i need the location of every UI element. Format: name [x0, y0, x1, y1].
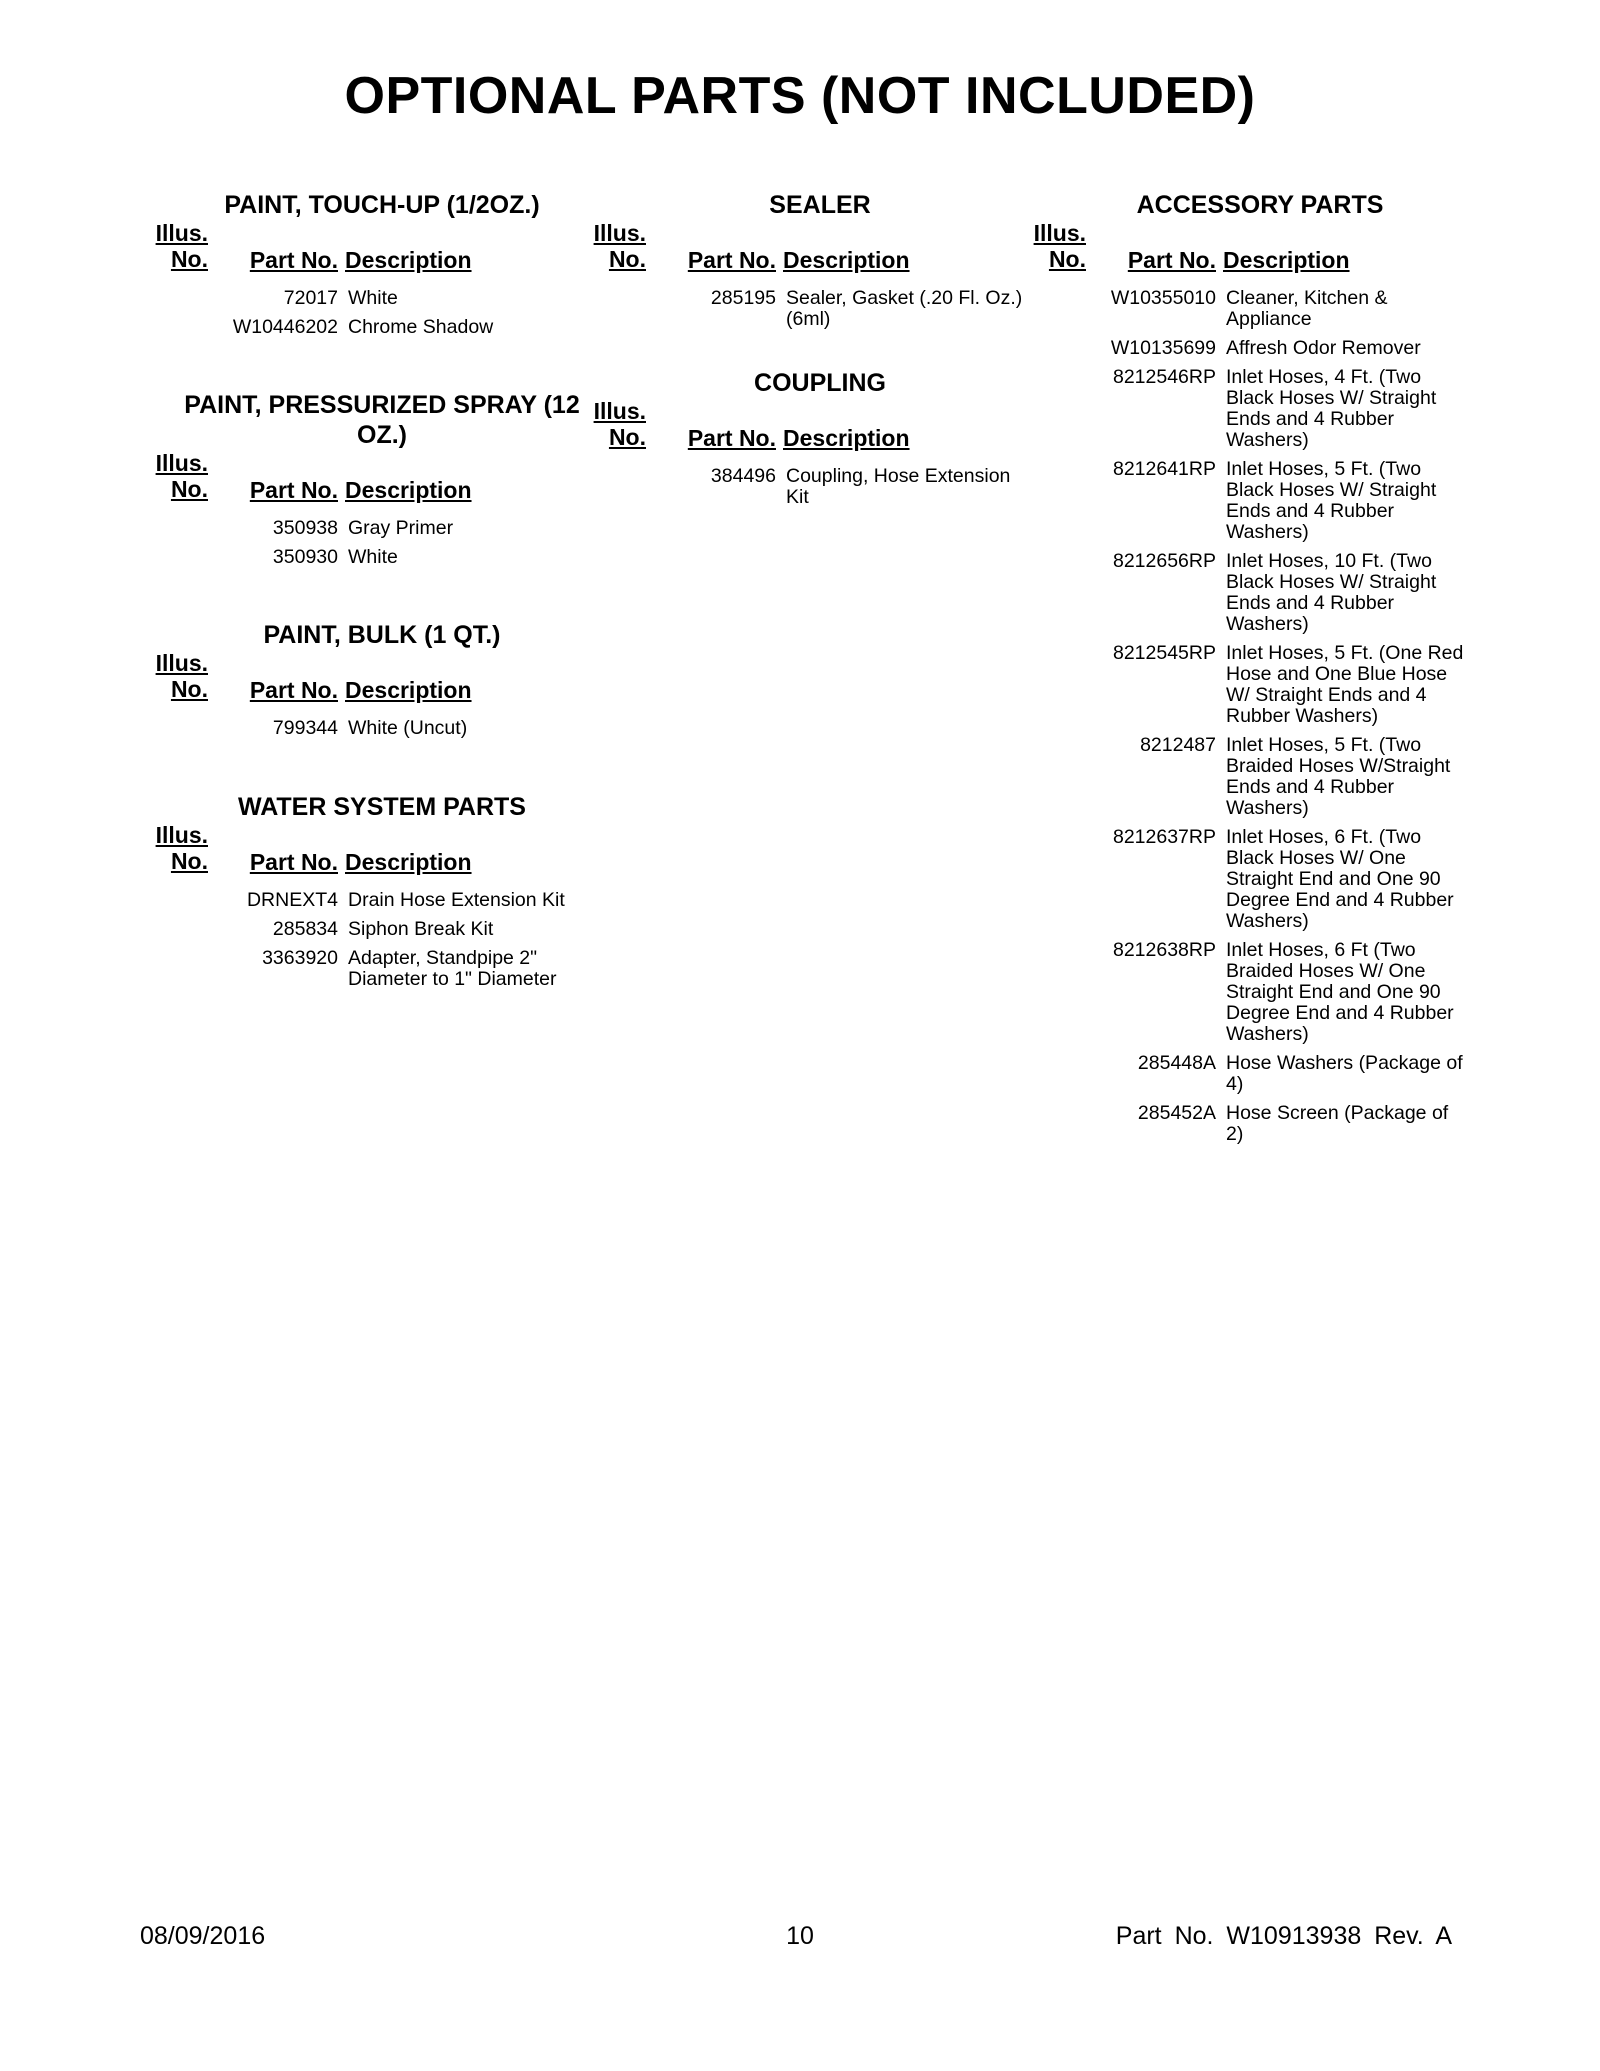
parts-list — [590, 466, 1030, 508]
part-number: 285195 — [710, 287, 776, 309]
illus-header: Illus. — [593, 220, 646, 246]
description-header: Description — [783, 425, 910, 451]
illus-no-header: No. — [170, 848, 208, 874]
section-coupling — [590, 368, 1030, 516]
parts-list — [590, 288, 1030, 330]
part-row — [152, 317, 592, 338]
part-number: 285452A — [1137, 1102, 1216, 1124]
part-row — [152, 518, 592, 539]
part-row — [152, 919, 592, 940]
part-number: 8212546RP — [1112, 366, 1216, 388]
part-row — [590, 288, 1030, 330]
part-row — [1030, 551, 1470, 635]
part-description: Inlet Hoses, 6 Ft (Two Braided Hoses W/ One Straight End and One 90 Degree End and 4 Rubber Washers) — [1226, 939, 1454, 1045]
part-row — [1030, 827, 1470, 932]
description-header: Description — [783, 247, 910, 273]
part-row — [152, 547, 592, 568]
part-description: White — [348, 546, 398, 568]
part-description: Inlet Hoses, 10 Ft. (Two Black Hoses W/ Straight Ends and 4 Rubber Washers) — [1226, 550, 1437, 635]
part-number: 72017 — [283, 287, 338, 309]
part-no-header: Part No. — [687, 247, 776, 273]
part-no-header: Part No. — [687, 425, 776, 451]
column-headers — [152, 650, 592, 704]
column-headers — [1030, 220, 1470, 274]
section-accessory-parts — [1030, 190, 1470, 1153]
column-headers — [152, 822, 592, 876]
part-row — [1030, 643, 1470, 727]
part-no-header: Part No. — [249, 677, 338, 703]
part-number: 8212487 — [1140, 734, 1216, 756]
section-title: SEALER — [769, 191, 871, 219]
part-description: Coupling, Hose Extension Kit — [786, 465, 1011, 508]
section-title: WATER SYSTEM PARTS — [238, 793, 526, 821]
part-number: 8212656RP — [1112, 550, 1216, 572]
illus-no-header: No. — [170, 676, 208, 702]
section-title: COUPLING — [754, 369, 886, 397]
part-description: Inlet Hoses, 5 Ft. (Two Braided Hoses W/Straight Ends and 4 Rubber Washers) — [1226, 734, 1451, 819]
illus-no-header: No. — [1048, 246, 1086, 272]
part-row — [1030, 735, 1470, 819]
footer-date: 08/09/2016 — [140, 1922, 266, 1950]
illus-header: Illus. — [593, 398, 646, 424]
part-description: Adapter, Standpipe 2" Diameter to 1" Diameter — [348, 947, 557, 990]
illus-header: Illus. — [1033, 220, 1086, 246]
part-row — [1030, 940, 1470, 1045]
part-no-header: Part No. — [249, 477, 338, 503]
part-description: Cleaner, Kitchen & Appliance — [1226, 287, 1388, 330]
illus-no-header: No. — [170, 476, 208, 502]
part-no-header: Part No. — [1127, 247, 1216, 273]
part-no-header: Part No. — [249, 247, 338, 273]
parts-list — [152, 890, 592, 990]
section-title: PAINT, PRESSURIZED SPRAY (12 OZ.) — [184, 391, 580, 449]
section-title: PAINT, TOUCH-UP (1/2OZ.) — [224, 191, 540, 219]
illus-header: Illus. — [155, 220, 208, 246]
part-row — [152, 288, 592, 309]
part-number: 8212545RP — [1112, 642, 1216, 664]
part-description: Hose Screen (Package of 2) — [1226, 1102, 1449, 1145]
part-description: Affresh Odor Remover — [1226, 337, 1421, 359]
part-row — [590, 466, 1030, 508]
section-paint-pressurized-spray — [152, 390, 592, 576]
parts-list — [152, 288, 592, 338]
part-row — [1030, 1103, 1470, 1145]
parts-list — [152, 518, 592, 568]
part-description: White (Uncut) — [348, 717, 468, 739]
part-number: 350938 — [272, 517, 338, 539]
section-title: ACCESSORY PARTS — [1136, 191, 1384, 219]
part-description: White — [348, 287, 398, 309]
part-description: Sealer, Gasket (.20 Fl. Oz.) (6ml) — [786, 287, 1023, 330]
section-paint-bulk — [152, 620, 592, 747]
part-row — [1030, 459, 1470, 543]
part-number: 8212638RP — [1112, 939, 1216, 961]
part-row — [152, 718, 592, 739]
part-number: 350930 — [272, 546, 338, 568]
illus-no-header: No. — [608, 246, 646, 272]
footer-page-number: 10 — [786, 1922, 814, 1950]
part-row — [1030, 367, 1470, 451]
part-number: W10135699 — [1110, 337, 1216, 359]
section-water-system-parts — [152, 792, 592, 998]
parts-list — [152, 718, 592, 739]
section-sealer — [590, 190, 1030, 338]
part-description: Chrome Shadow — [348, 316, 494, 338]
part-number: 8212637RP — [1112, 826, 1216, 848]
column-headers — [590, 220, 1030, 274]
illus-header: Illus. — [155, 450, 208, 476]
part-description: Inlet Hoses, 6 Ft. (Two Black Hoses W/ One Straight End and One 90 Degree End and 4 Rubber Washers) — [1226, 826, 1454, 932]
part-number: 285448A — [1137, 1052, 1216, 1074]
part-row — [152, 948, 592, 990]
part-number: 285834 — [272, 918, 338, 940]
section-title: PAINT, BULK (1 QT.) — [263, 621, 501, 649]
column-headers — [152, 450, 592, 504]
part-row — [1030, 288, 1470, 330]
part-row — [1030, 1053, 1470, 1095]
description-header: Description — [345, 849, 472, 875]
illus-header: Illus. — [155, 822, 208, 848]
parts-list — [1030, 288, 1470, 1145]
description-header: Description — [345, 677, 472, 703]
description-header: Description — [345, 247, 472, 273]
illus-no-header: No. — [608, 424, 646, 450]
part-description: Inlet Hoses, 5 Ft. (Two Black Hoses W/ Straight Ends and 4 Rubber Washers) — [1226, 458, 1437, 543]
part-description: Inlet Hoses, 5 Ft. (One Red Hose and One Blue Hose W/ Straight Ends and 4 Rubber Washers) — [1226, 642, 1464, 727]
part-number: W10446202 — [232, 316, 338, 338]
part-number: DRNEXT4 — [246, 889, 338, 911]
part-row — [152, 890, 592, 911]
part-description: Inlet Hoses, 4 Ft. (Two Black Hoses W/ Straight Ends and 4 Rubber Washers) — [1226, 366, 1437, 451]
part-description: Hose Washers (Package of 4) — [1226, 1052, 1463, 1095]
footer-part-number: Part No. W10913938 Rev. A — [1115, 1922, 1452, 1950]
part-row — [1030, 338, 1470, 359]
description-header: Description — [345, 477, 472, 503]
illus-header: Illus. — [155, 650, 208, 676]
column-headers — [152, 220, 592, 274]
part-number: W10355010 — [1110, 287, 1216, 309]
page-title: OPTIONAL PARTS (NOT INCLUDED) — [344, 67, 1256, 125]
part-number: 384496 — [710, 465, 776, 487]
section-paint-touch-up — [152, 190, 592, 346]
part-description: Drain Hose Extension Kit — [348, 889, 565, 911]
column-headers — [590, 398, 1030, 452]
part-number: 8212641RP — [1112, 458, 1216, 480]
description-header: Description — [1223, 247, 1350, 273]
part-number: 799344 — [272, 717, 338, 739]
part-no-header: Part No. — [249, 849, 338, 875]
part-number: 3363920 — [262, 947, 338, 969]
part-description: Siphon Break Kit — [348, 918, 494, 940]
illus-no-header: No. — [170, 246, 208, 272]
part-description: Gray Primer — [348, 517, 454, 539]
